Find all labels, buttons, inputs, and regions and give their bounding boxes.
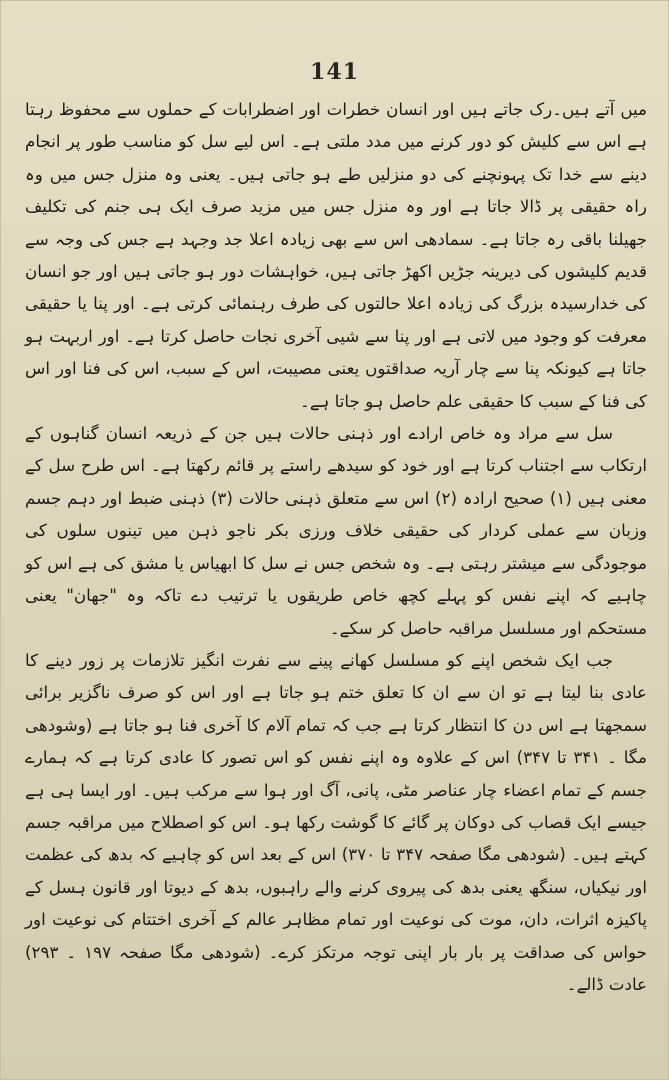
paragraph-2: سل سے مراد وہ خاص ارادے اور ذہنی حالات ہیں جن کے ذریعہ انسان گناہوں کے ارتکاب سے اجتناب کرتا ہے اور خود کو سیدھے راستے پر قائم رکھتا ہے۔ اس طرح سل کے معنی ہیں (۱) صحیح ارادہ (۲) اس سے متعلق ذہنی حالات (۳) ذہنی ضبط اور دہم جسم وزبان سے عملی کردار کی حقیقی خلاف ورزی بکر ناجو ذہن میں تینوں سلوں کی موجودگی سے میشتر رہتی ہے۔ وہ شخص جس نے سل کا ابھیاس یا مشق کی ہے اس کو چاہیے کہ اپنے نفس کو پہلے کچھ خاص طریقوں یا ترتیب دے تاکہ وہ "جھان" یعنی مستحکم اور مسلسل مراقبہ حاصل کر سکے۔ [25,423,647,638]
page-number: 141 [310,59,359,85]
paragraph-1: میں آتے ہیں۔رک جاتے ہیں اور انسان خطرات اور اضطرابات کے حملوں سے محفوظ رہتا ہے اس سے کلیش کو دور کرنے میں مدد ملتی ہے۔ اس لیے سل کو مناسب طور پر انجام دینے سے خدا تک پہونچنے کی دو منزلیں طے ہو جاتی ہیں۔ یعنی وہ منزل جس میں وہ راہ حقیقی پر ڈالا جاتا ہے اور وہ منزل جس میں مزید صرف ایک ہی جنم کی تکلیف جھیلنا باقی رہ جاتا ہے۔ سمادھی اس سے بھی زیادہ اعلا جد وجہد ہے جس کی وجہ سے قدیم کلیشوں کی دیرینہ جڑیں اکھڑ جاتی ہیں، خواہشات دور ہو جاتی ہیں اور جو انسان کی خدارسیدہ بزرگ کی زیادہ اعلا حالتوں کی طرف رہنمائی کرتی ہے۔ اور پنا یا حقیقی معرفت کو وجود میں لاتی ہے اور پنا سے شیی آخری نجات حاصل کرتا ہے۔ اور اربہت ہو جاتا ہے کیونکہ پنا سے چار آریہ صداقتوں یعنی مصیبت، اس کے سبب، اس کی فنا اور اس کی فنا کے سبب کا حقیقی علم حاصل ہو جاتا ہے۔ [25,99,647,411]
paragraph-3: جب ایک شخص اپنے کو مسلسل کھانے پینے سے نفرت انگیز تلازمات پر زور دینے کا عادی بنا لیتا ہے تو ان سے ان کا تعلق ختم ہو جاتا ہے اور اس کو صرف ناگزیر برائی سمجھتا ہے اس دن کا انتظار کرتا ہے جب کہ تمام آلام کا آخری فنا ہو جاتا ہے (وشودھی مگا ۔ ۳۴۱ تا ۳۴۷) اس کے علاوہ وہ اپنے نفس کو اس تصور کا عادی کرتا ہے کہ ہمارے جسم کے تمام اعضاء چار عناصر مٹی، پانی، آگ اور ہوا سے مرکب ہیں۔ اور ایسا ہی ہے جیسے ایک قصاب کی دوکان پر گائے کا گوشت رکھا ہو۔ اس کو اصطلاح میں مراقبہ جسم کہتے ہیں۔ (شودھی مگا صفحہ ۳۴۷ تا ۳۷۰) اس کے بعد اس کو چاہیے کہ بدھ کی عظمت اور نیکیاں، سنگھ یعنی بدھ کی پیروی کرنے والے راہبوں، بدھ کے دیوتا اور قانون ہسل کے پاکیزہ اثرات، دان، موت کی نوعیت اور تمام مظاہر عالم کے آخری اختتام کی نوعیت اور حواس کی صداقت پر بار بار اپنی توجہ مرتکز کرے۔ (شودھی مگا صفحہ ۱۹۷ ۔ ۲۹۳) عادت ڈالے۔ [25,649,647,994]
page-body-text [25,93,647,1000]
